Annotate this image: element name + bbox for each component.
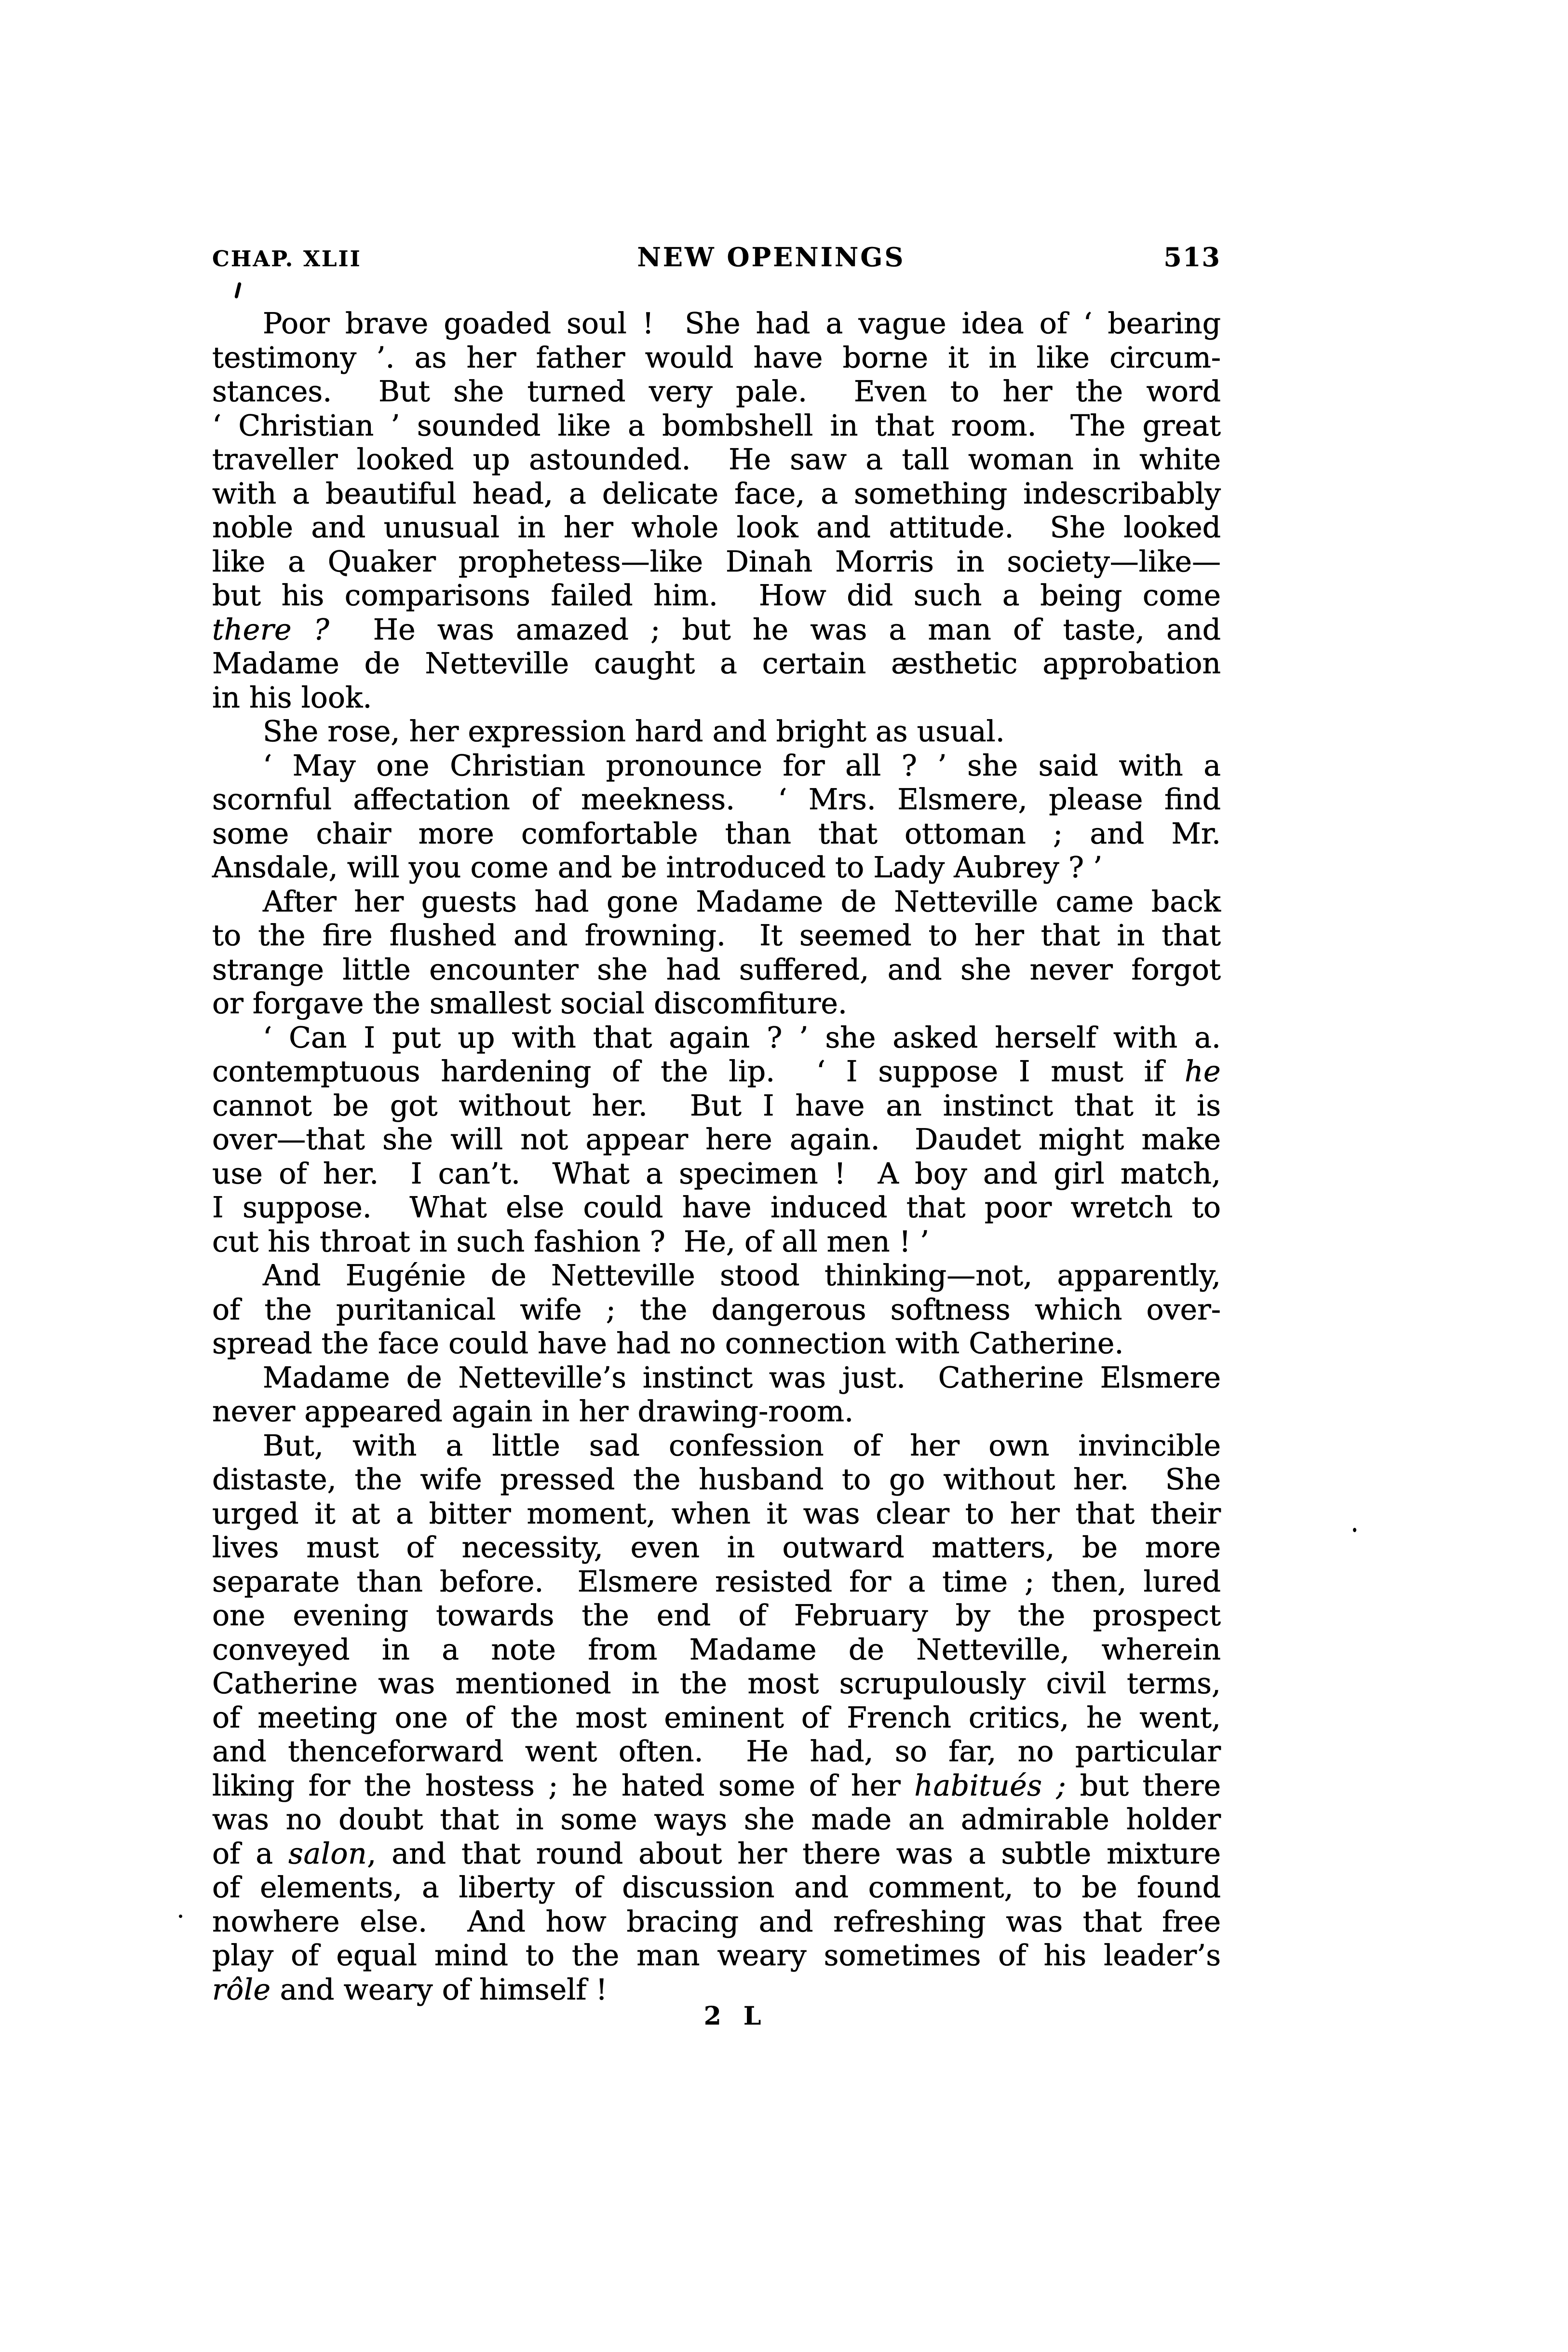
text-line: of elements, a liberty of discussion and comment, to be found <box>212 1871 1221 1904</box>
text-line: use of her. I can’t. What a specimen ! A boy and girl match, <box>212 1156 1221 1191</box>
text-line: distaste, the wife pressed the husband to go without her. She <box>212 1463 1221 1496</box>
text-line: spread the face could have had no connection with Catherine. <box>212 1327 1124 1360</box>
scan-speck <box>179 1915 182 1918</box>
text-line: ‘ Christian ’ sounded like a bombshell in that room. The great <box>212 408 1221 443</box>
text-line: and thenceforward went often. He had, so far, no particular <box>212 1735 1221 1768</box>
text-line: noble and unusual in her whole look and attitude. She looked <box>212 511 1221 544</box>
running-header <box>212 242 1221 272</box>
text-line: contemptuous hardening of the lip. ‘ I suppose I must if he <box>212 1055 1221 1088</box>
printer-signature: 2 L <box>703 2001 768 2031</box>
text-line: stances. But she turned very pale. Even to her the word <box>212 375 1221 408</box>
text-line: After her guests had gone Madame de Netteville came back <box>263 884 1221 919</box>
text-line: of the puritanical wife ; the dangerous softness which over- <box>212 1292 1221 1327</box>
text-line: I suppose. What else could have induced that poor wretch to <box>212 1191 1221 1224</box>
text-line: never appeared again in her drawing-room. <box>212 1395 854 1428</box>
text-line: But, with a little sad confession of her own invincible <box>263 1428 1221 1463</box>
chapter-label: CHAP. XLII <box>212 246 362 272</box>
text-line: urged it at a bitter moment, when it was clear to her that their <box>212 1496 1221 1531</box>
running-title: NEW OPENINGS <box>637 242 906 272</box>
text-line: cut his throat in such fashion ? He, of all men ! ’ <box>212 1224 930 1259</box>
text-line: with a beautiful head, a delicate face, a something indescribably <box>212 476 1221 511</box>
text-line: scornful affectation of meekness. ‘ Mrs. Elsmere, please find <box>212 783 1221 816</box>
text-line: in his look. <box>212 680 372 715</box>
text-line: conveyed in a note from Madame de Netteville, wherein <box>212 1632 1221 1667</box>
text-line: some chair more comfortable than that ottoman ; and Mr. <box>212 816 1221 851</box>
text-line: She rose, her expression hard and bright as usual. <box>263 715 1005 748</box>
text-line: traveller looked up astounded. He saw a tall woman in white <box>212 443 1221 476</box>
scan-speck <box>1353 1528 1356 1532</box>
text-line: Madame de Netteville caught a certain æsthetic approbation <box>212 647 1221 680</box>
text-line: or forgave the smallest social discomfiture. <box>212 987 847 1020</box>
text-block <box>212 307 1221 2007</box>
text-line: lives must of necessity, even in outward matters, be more <box>212 1531 1221 1564</box>
text-line: And Eugénie de Netteville stood thinking—not, apparently, <box>263 1259 1221 1292</box>
text-line: Poor brave goaded soul ! She had a vague idea of ‘ bearing <box>263 307 1221 340</box>
ink-tick-mark <box>234 282 242 299</box>
text-line: ‘ Can I put up with that again ? ’ she asked herself with a. <box>263 1020 1221 1055</box>
text-line: ‘ May one Christian pronounce for all ? ’ she said with a <box>263 748 1221 783</box>
page-number: 513 <box>1163 242 1221 272</box>
text-line: liking for the hostess ; he hated some of her habitués ; but there <box>212 1768 1221 1803</box>
text-line: like a Quaker prophetess—like Dinah Morris in society—like— <box>212 544 1221 579</box>
text-line: play of equal mind to the man weary sometimes of his leader’s <box>212 1939 1221 1972</box>
text-line: but his comparisons failed him. How did such a being come <box>212 579 1221 612</box>
text-line: was no doubt that in some ways she made an admirable holder <box>212 1803 1221 1836</box>
text-line: Ansdale, will you come and be introduced to Lady Aubrey ? ’ <box>212 851 1103 884</box>
text-line: rôle and weary of himself ! <box>212 1972 608 2007</box>
text-line: separate than before. Elsmere resisted for a time ; then, lured <box>212 1564 1221 1599</box>
text-line: over—that she will not appear here again. Daudet might make <box>212 1123 1221 1156</box>
text-line: to the fire flushed and frowning. It seemed to her that in that <box>212 919 1221 952</box>
text-line: of a salon, and that round about her there was a subtle mixture <box>212 1836 1221 1871</box>
text-line: of meeting one of the most eminent of French critics, he went, <box>212 1700 1221 1735</box>
text-line: nowhere else. And how bracing and refreshing was that free <box>212 1904 1221 1939</box>
text-line: testimony ’. as her father would have borne it in like circum- <box>212 340 1221 375</box>
text-line: there ? He was amazed ; but he was a man of taste, and <box>212 612 1221 647</box>
text-line: strange little encounter she had suffered, and she never forgot <box>212 952 1221 987</box>
text-line: cannot be got without her. But I have an instinct that it is <box>212 1088 1221 1123</box>
text-line: Catherine was mentioned in the most scrupulously civil terms, <box>212 1667 1221 1700</box>
text-line: one evening towards the end of February by the prospect <box>212 1599 1221 1632</box>
text-line: Madame de Netteville’s instinct was just. Catherine Elsmere <box>263 1360 1221 1395</box>
